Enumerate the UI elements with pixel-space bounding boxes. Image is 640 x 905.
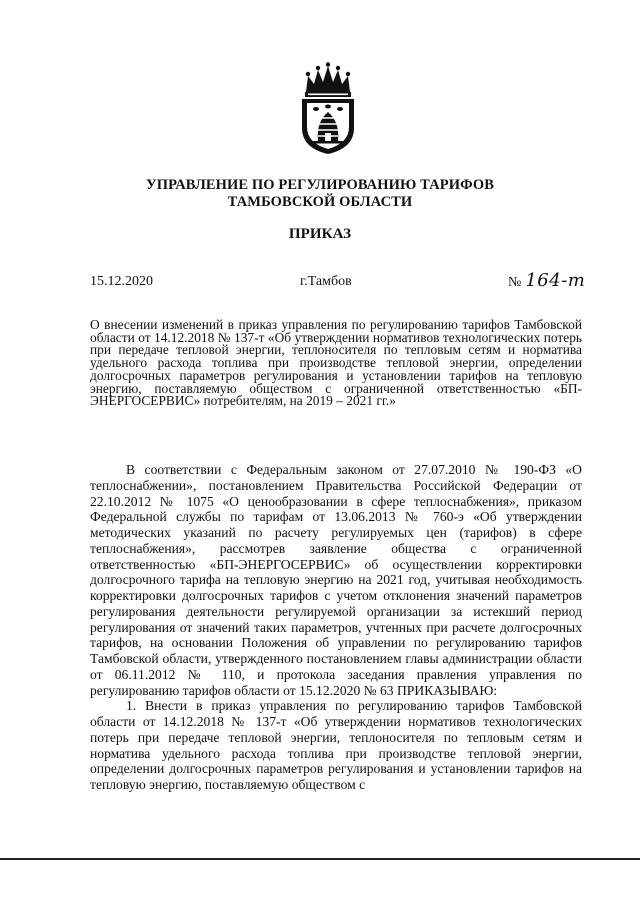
body-paragraph-preamble: В соответствии с Федеральным законом от 27.07.2010 № 190-ФЗ «О теплоснабжении», постановлением Правительства Российской Федерации от 22.10.2012 № 1075 «О ценообразовании в сфере теплоснабжения», приказом Федеральной службы по тарифам от 13.06.2013 № 760-э «Об утверждении методических указаний по расчету регулируемых цен (тарифов) в сфере теплоснабжения», рассмотрев заявление общества с ограниченной ответственностью «БП-ЭНЕРГОСЕРВИС» об осуществлении корректировки долгосрочного тарифа на тепловую энергию на 2021 год, учитывая необходимость корректировки долгосрочных тарифов с учетом отклонения значений параметров регулирования деятельности регулируемой организации за истекший период регулирования от значений таких параметров, учтенных при расчете долгосрочных тарифов, на основании Положения об управлении по регулированию тарифов Тамбовской области, утвержденного постановлением главы администрации области от 06.11.2012 № 110, и протокола заседания правления управления по регулированию тарифов области от 15.12.2020 № 63 ПРИКАЗЫВАЮ:: [90, 462, 582, 698]
document-number-value: 164-т: [525, 270, 586, 291]
document-subject: О внесении изменений в приказ управления по регулированию тарифов Тамбовской области от 14.12.2018 № 137-т «Об утверждении нормативов технологических потерь при передаче тепловой энергии, теплоносителя по тепловым сетям и норматива удельного расхода топлива при производстве тепловой энергии, определении долгосрочных параметров регулирования и установлении тарифов на тепловую энергию, поставляемую обществом с ограниченной ответственностью «БП-ЭНЕРГОСЕРВИС» потребителям, на 2019 – 2021 гг.»: [90, 317, 582, 409]
number-label: №: [508, 275, 522, 290]
body-paragraph-item-1: 1. Внести в приказ управления по регулированию тарифов Тамбовской области от 14.12.2018 № 137-т «Об утверждении нормативов технологических потерь при передаче тепловой энергии, теплоносителя по тепловым сетям и норматива удельного расхода топлива при производстве тепловой энергии, определении долгосрочных параметров регулирования и установлении тарифов на тепловую энергию, поставляемую обществом с: [90, 698, 582, 792]
organization-name-line-2: ТАМБОВСКОЙ ОБЛАСТИ: [227, 194, 413, 210]
organization-name-line-1: УПРАВЛЕНИЕ ПО РЕГУЛИРОВАНИЮ ТАРИФОВ: [145, 177, 495, 193]
document-city: г.Тамбов: [300, 274, 352, 289]
document-number: [508, 270, 585, 291]
document-type-title: ПРИКАЗ: [288, 226, 352, 242]
page-bottom-rule: [0, 858, 640, 860]
document-body: [90, 462, 582, 793]
document-date: 15.12.2020: [90, 274, 153, 289]
tambov-region-coat-of-arms-icon: [296, 62, 360, 156]
